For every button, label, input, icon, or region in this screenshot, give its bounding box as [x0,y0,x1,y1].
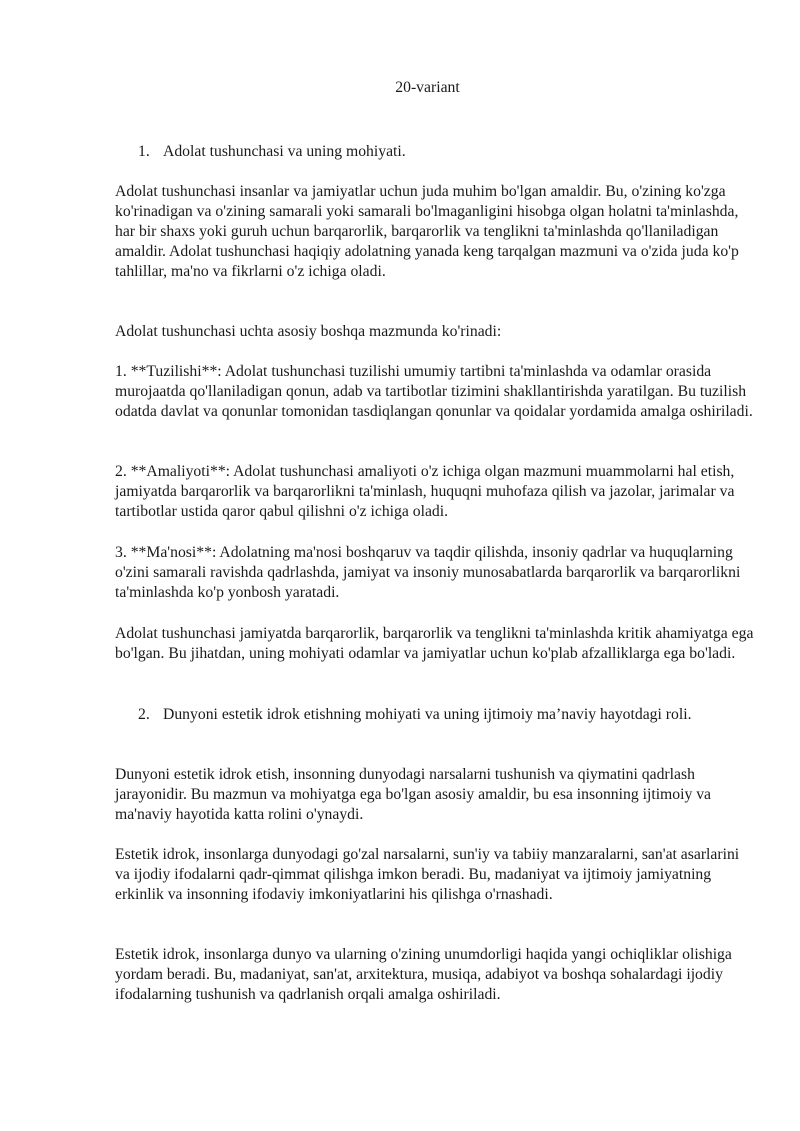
section-1-heading [138,142,738,162]
paragraph: Adolat tushunchasi jamiyatda barqarorlik, barqarorlik va tenglikni ta'minlashda kritik ahamiyatga ega bo'lgan. Bu jihatdan, uning mohiyati odamlar va jamiyatlar uchun ko'plab afzalliklarga ega bo'ladi. [115,625,754,662]
list-item: 1. **Tuzilishi**: Adolat tushunchasi tuzilishi umumiy tartibni ta'minlashda va odamlar orasida murojaatda qo'llaniladigan qonun, adab va tartibotlar tizimini shakllantirishda yaratilgan. Bu tuzilish odatda davlat va qonunlar tomonidan tasdiqlangan qonunlar va qoidalar yordamida amalga oshiriladi. [115,363,753,420]
paragraph: Estetik idrok, insonlarga dunyodagi go'zal narsalarni, sun'iy va tabiiy manzaralarni, san'at asarlarini va ijodiy ifodalarni qadr-qimmat qilishga imkon beradi. Bu, madaniyat va ijtimoiy jamiyatning erkinlik va insonning ifodaviy imkoniyatlarini his qilishga o'rnashadi. [115,846,740,903]
section-2-heading [138,705,738,725]
paragraph: Adolat tushunchasi insanlar va jamiyatlar uchun juda muhim bo'lgan amaldir. Bu, o'zining ko'zga ko'rinadigan va o'zining samarali yoki samarali bo'lmaganligini hisobga olgan holatni ta'minlashda, har bir shaxs yoki guruh uchun barqarorlik, barqarorlik va tenglikni ta'minlashda qo'llaniladigan amaldir. Adolat tushunchasi haqiqiy adolatning yanada keng tarqalgan mazmuni va o'zida juda ko'p tahlillar, ma'no va fikrlarni o'z ichiga oladi. [115,183,739,280]
list-item: 2. **Amaliyoti**: Adolat tushunchasi amaliyoti o'z ichiga olgan mazmuni muammolarni hal etish, jamiyatda barqarorlik va barqarorlikni ta'minlash, huquqni muhofaza qilish va jazolar, jarimalar va tartibotlar ustida qaror qabul qilishni o'z ichiga oladi. [115,463,735,520]
paragraph: Adolat tushunchasi uchta asosiy boshqa mazmunda ko'rinadi: [115,323,502,340]
paragraph: Dunyoni estetik idrok etish, insonning dunyodagi narsalarni tushunish va qiymatini qadrlash jarayonidir. Bu mazmun va mohiyatga ega bo'lgan asosiy amaldir, bu esa insonning ijtimoiy va ma'naviy hayotida katta rolini o'ynaydi. [115,766,712,823]
list-item: 3. **Ma'nosi**: Adolatning ma'nosi boshqaruv va taqdir qilishda, insoniy qadrlar va huquqlarning o'zini samarali ravishda qadrlashda, jamiyat va insoniy munosabatlarda barqarorlik va barqarorlikni ta'minlashda ko'p yonbosh yaratadi. [115,544,741,601]
section-2-heading-text: Dunyoni estetik idrok etishning mohiyati va uning ijtimoiy ma’naviy hayotdagi roli. [163,706,692,723]
paragraph: Estetik idrok, insonlarga dunyo va ularning o'zining unumdorligi haqida yangi ochiqliklar olishiga yordam beradi. Bu, madaniyat, san'at, arxitektura, musiqa, adabiyot va boshqa sohalardagi ijodiy ifodalarning tushunish va qadrlanish orqali amalga oshiriladi. [115,946,732,1003]
section-1-number: 1. [138,143,150,160]
section-2-number: 2. [138,706,150,723]
section-1-heading-text: Adolat tushunchasi va uning mohiyati. [163,143,406,160]
document-title: 20-variant [395,79,460,96]
